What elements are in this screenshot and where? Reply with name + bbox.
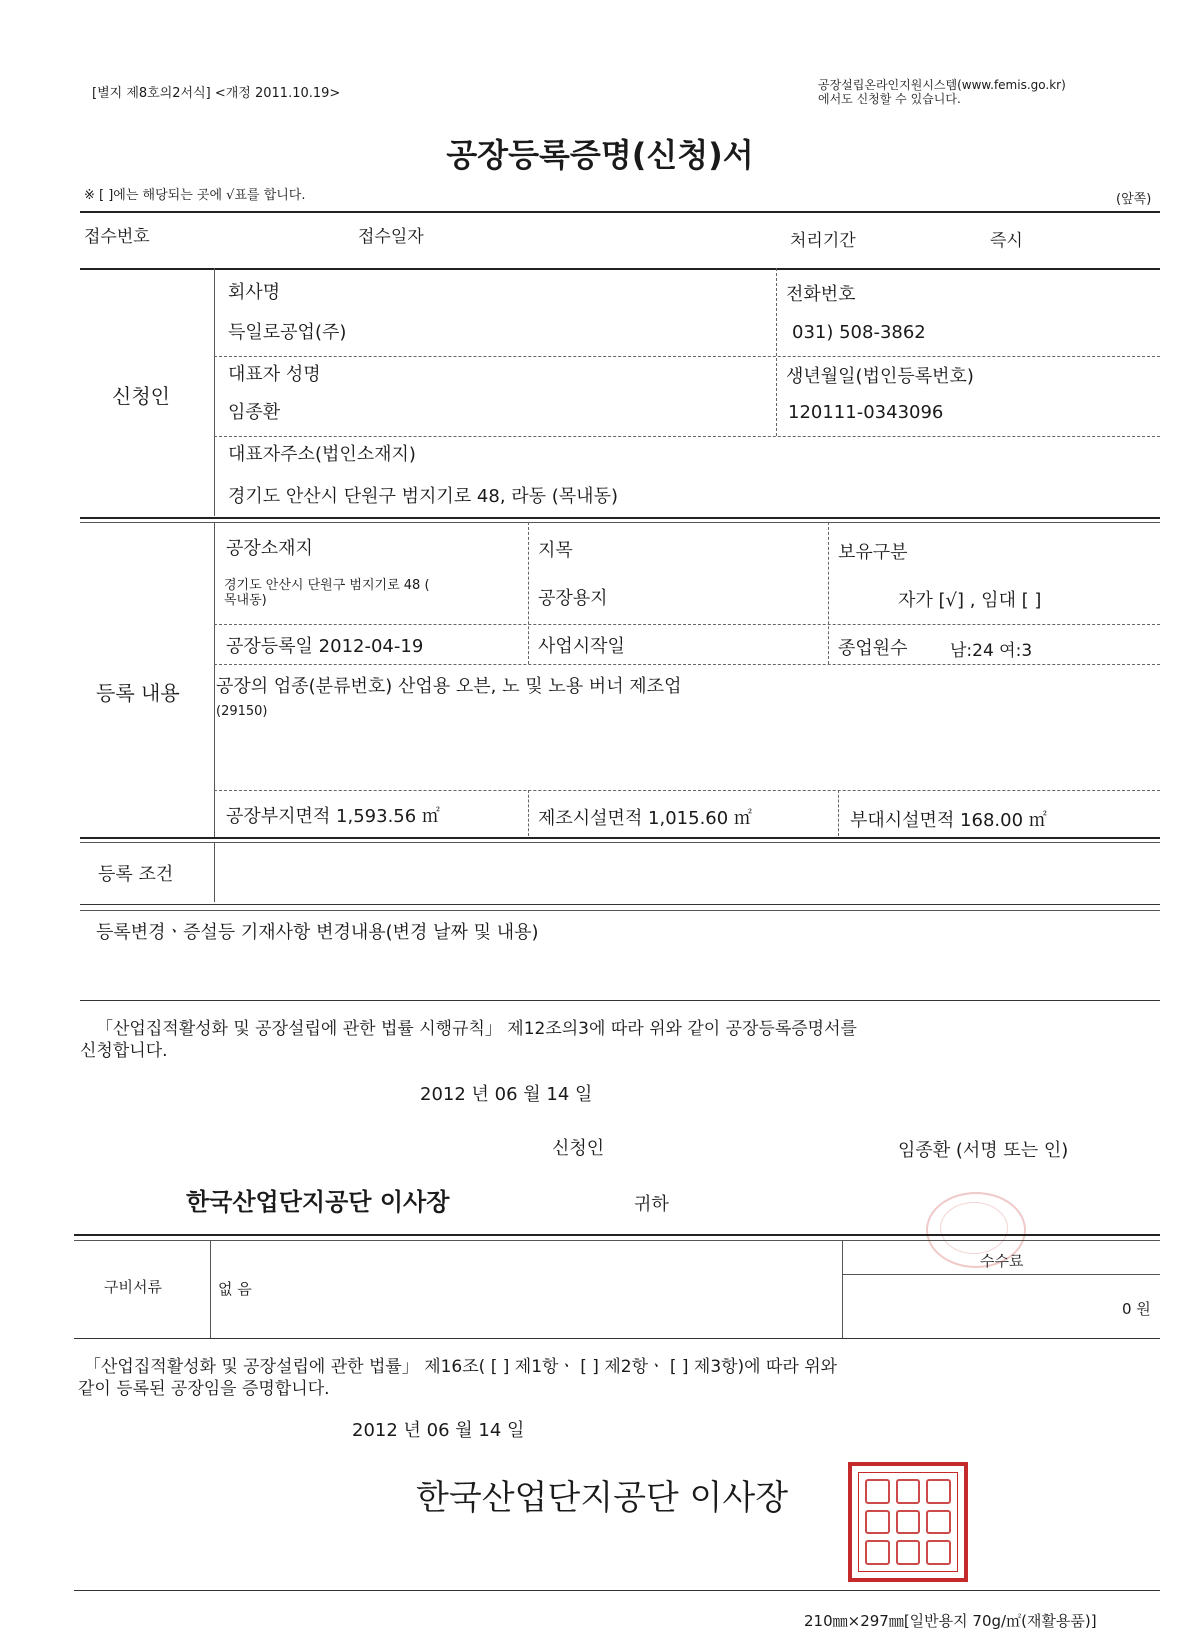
fee-label: 수수료 (980, 1252, 1024, 1270)
representative-name-value: 임종환 (228, 402, 281, 423)
representative-address-label: 대표자주소(법인소재지) (228, 444, 416, 465)
online-notice-line1: 공장설립온라인지원시스템(www.femis.go.kr) (818, 78, 1066, 92)
applicant-section-label: 신청인 (112, 384, 170, 408)
applicant-col-divider (776, 268, 777, 436)
fee-value: 0 원 (1122, 1300, 1151, 1318)
applicant-signature-label: 신청인 (552, 1138, 605, 1159)
ownership-value: 자가 [√] , 임대 [ ] (898, 590, 1042, 611)
receipt-date-label: 접수일자 (358, 227, 424, 247)
factory-registration-date: 공장등록일 2012-04-19 (226, 636, 424, 657)
phone-value: 031) 508-3862 (792, 322, 926, 343)
phone-label: 전화번호 (786, 284, 856, 305)
addressee-honorific: 귀하 (634, 1194, 669, 1215)
page-title: 공장등록증명(신청)서 (446, 136, 754, 174)
official-seal-glyphs (862, 1476, 954, 1568)
issuer-name: 한국산업단지공단 이사장 (416, 1478, 789, 1518)
registration-col1-divider (528, 522, 529, 664)
receipt-top-rule (80, 211, 1160, 213)
fee-header-rule (842, 1274, 1160, 1275)
processing-period-value: 즉시 (990, 231, 1023, 251)
form-number: [별지 제8호의2서식] <개정 2011.10.19> (92, 86, 341, 101)
registration-row2-rule (214, 664, 1160, 665)
manufacturing-facility-area: 제조시설면적 1,015.60 ㎡ (538, 808, 752, 829)
documents-top-rule-2 (74, 1240, 1160, 1241)
conditions-top-rule (80, 837, 1160, 839)
addressee: 한국산업단지공단 이사장 (186, 1188, 450, 1216)
documents-top-rule (74, 1234, 1160, 1236)
representative-address-value: 경기도 안산시 단원구 범지기로 48, 라동 (목내동) (228, 486, 618, 507)
certification-date: 2012 년 06 월 14 일 (352, 1420, 525, 1441)
applicant-signature: 임종환 (서명 또는 인) (898, 1140, 1069, 1161)
factory-location-line1: 경기도 안산시 단원구 범지기로 48 ( (224, 578, 430, 593)
factory-location-line2: 목내동) (224, 593, 267, 608)
processing-period-label: 처리기간 (790, 231, 856, 251)
area-col2-divider (838, 790, 839, 836)
birth-date-label: 생년월일(법인등록번호) (786, 366, 974, 387)
area-col1-divider (528, 790, 529, 836)
certification-statement-line1: 「산업집적활성화 및 공장설립에 관한 법률」 제16조( [ ] 제1항ㆍ [ ] 제2항ㆍ [ ] 제3항)에 따라 위와 (84, 1357, 838, 1377)
industry-type: 공장의 업종(분류번호) 산업용 오븐, 노 및 노용 버너 제조업 (216, 676, 682, 697)
page-side-label: (앞쪽) (1116, 192, 1152, 207)
paper-spec: 210㎜×297㎜[일반용지 70g/㎡(재활용품)] (804, 1612, 1097, 1630)
applicant-row1-rule (214, 356, 1160, 357)
documents-label-divider (210, 1240, 211, 1338)
certification-statement-line2: 같이 등록된 공장임을 증명합니다. (78, 1379, 330, 1399)
representative-name-label: 대표자 성명 (228, 364, 321, 385)
factory-location-label: 공장소재지 (226, 538, 313, 559)
factory-location-value (224, 578, 430, 608)
faint-stamp-impression-inner (940, 1202, 1008, 1254)
changes-top-rule (80, 904, 1160, 905)
application-date: 2012 년 06 월 14 일 (420, 1084, 593, 1105)
check-instruction: ※ [ ]에는 해당되는 곳에 √표를 합니다. (84, 188, 306, 203)
footer-rule (74, 1590, 1160, 1591)
required-documents-label: 구비서류 (104, 1278, 162, 1296)
applicant-row2-rule (214, 436, 1160, 437)
birth-date-value: 120111-0343096 (788, 402, 944, 423)
company-name-value: 득일로공업(주) (228, 322, 347, 343)
registration-col2-divider (828, 522, 829, 664)
business-start-label: 사업시작일 (538, 636, 625, 657)
auxiliary-facility-area: 부대시설면적 168.00 ㎡ (850, 810, 1047, 831)
employees-value: 남:24 여:3 (950, 641, 1033, 661)
conditions-top-rule-2 (80, 842, 1160, 843)
land-category-value: 공장용지 (538, 588, 608, 609)
registration-conditions-label: 등록 조건 (98, 864, 174, 885)
receipt-number-label: 접수번호 (84, 227, 150, 247)
registration-section-label: 등록 내용 (96, 681, 180, 705)
land-category-label: 지목 (538, 540, 573, 561)
statement-top-rule (80, 1000, 1160, 1001)
registration-changes-label: 등록변경ㆍ증설등 기재사항 변경내용(변경 날짜 및 내용) (96, 922, 539, 943)
registration-row1-rule (214, 624, 1160, 625)
site-area: 공장부지면적 1,593.56 ㎡ (226, 806, 440, 827)
conditions-label-divider (214, 842, 215, 902)
applicant-top-rule (80, 268, 1160, 270)
company-name-label: 회사명 (228, 282, 281, 303)
ownership-label: 보유구분 (838, 542, 908, 563)
required-documents-value: 없 음 (218, 1280, 252, 1298)
registration-top-rule (80, 517, 1160, 519)
employees-label: 종업원수 (838, 638, 908, 659)
industry-code: (29150) (216, 704, 268, 719)
applicant-label-divider (214, 268, 215, 516)
registration-row3-rule (214, 790, 1160, 791)
registration-top-rule-2 (80, 522, 1160, 523)
application-statement-line1: 「산업집적활성화 및 공장설립에 관한 법률 시행규칙」 제12조의3에 따라 위와 같이 공장등록증명서를 (96, 1019, 857, 1039)
online-notice-line2: 에서도 신청할 수 있습니다. (818, 92, 961, 106)
changes-top-rule-2 (80, 910, 1160, 911)
fee-divider (842, 1240, 843, 1338)
official-seal (848, 1462, 968, 1582)
certification-top-rule (74, 1338, 1160, 1339)
online-system-notice (818, 78, 1066, 106)
application-statement-line2: 신청합니다. (80, 1041, 168, 1061)
